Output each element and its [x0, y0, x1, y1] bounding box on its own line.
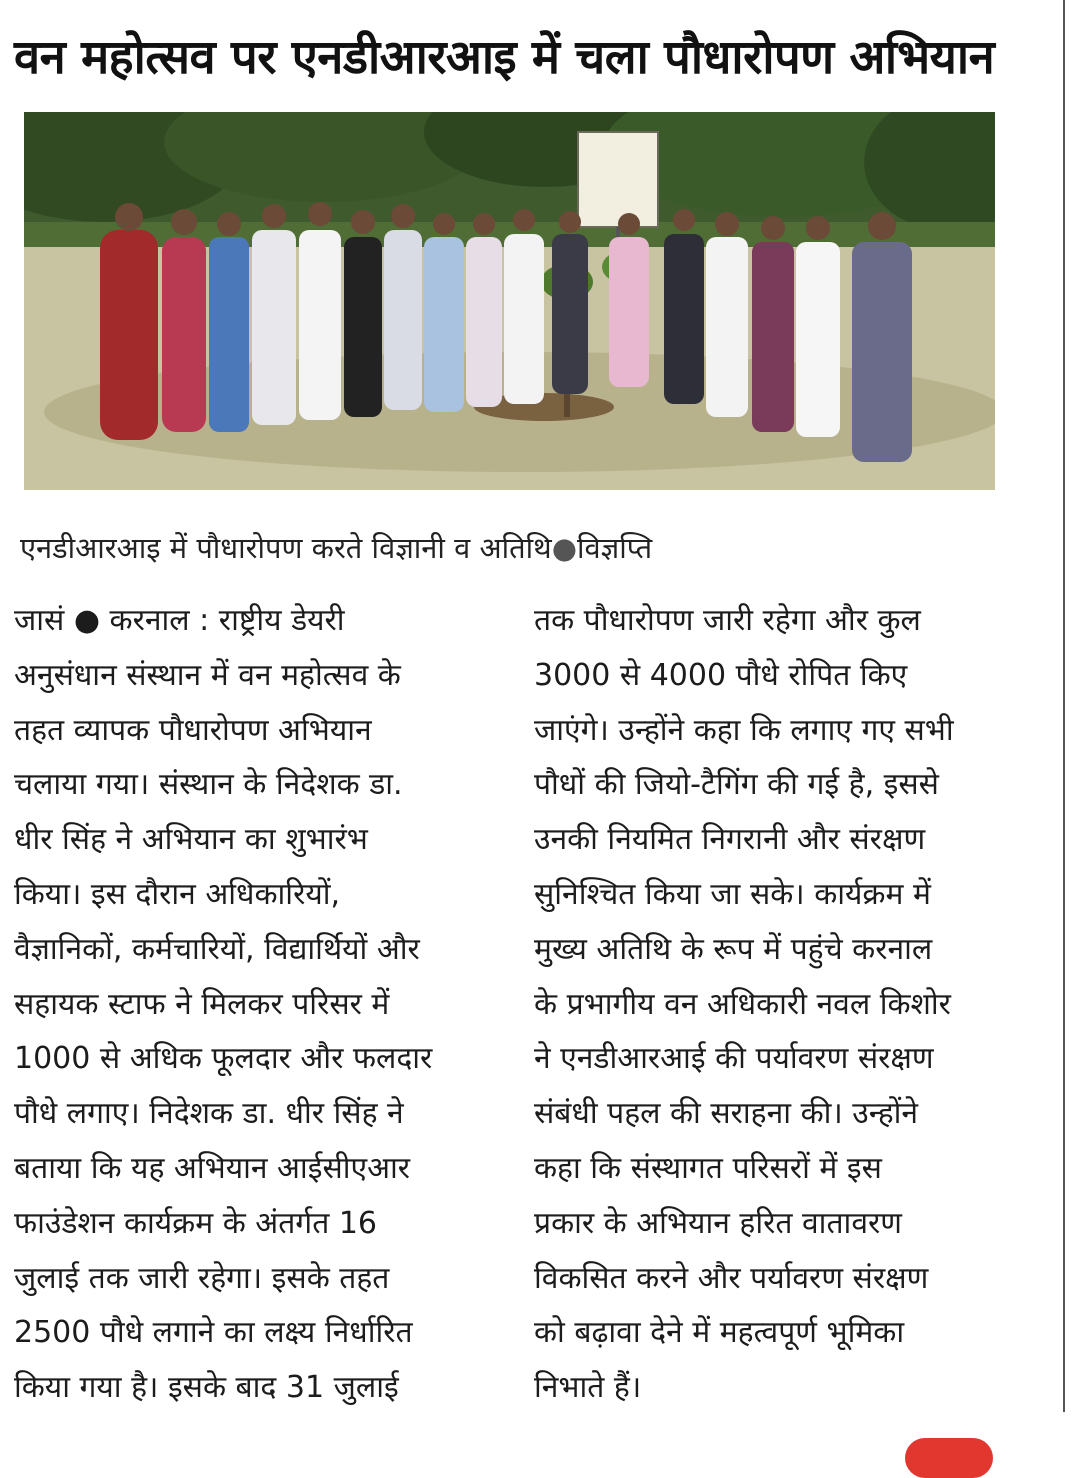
page-divider [1063, 0, 1065, 1412]
article-line: सहायक स्टाफ ने मिलकर परिसर में [14, 986, 390, 1022]
article-line: जासं ● करनाल : राष्ट्रीय डेयरी [14, 603, 345, 638]
caption-separator: ● [551, 531, 578, 565]
article-line: संबंधी पहल की सराहना की। उन्होंने [534, 1096, 919, 1132]
article-line: कहा कि संस्थागत परिसरों में इस [534, 1150, 882, 1186]
headline: वन महोत्सव पर एनडीआरआइ में चला पौधारोपण अभियान [14, 30, 995, 85]
photo-caption [20, 526, 1020, 570]
caption-text: एनडीआरआइ में पौधारोपण करते विज्ञानी व अतिथि [20, 531, 552, 565]
article-line: बताया कि यह अभियान आईसीएआर [14, 1150, 411, 1186]
article-line: तहत व्यापक पौधारोपण अभियान [14, 712, 372, 748]
article-line: वैज्ञानिकों, कर्मचारियों, विद्यार्थियों और [14, 931, 420, 967]
article-line: 1000 से अधिक फूलदार और फलदार [14, 1041, 433, 1077]
article-line: धीर सिंह ने अभियान का शुभारंभ [14, 822, 368, 858]
article-line: उनकी नियमित निगरानी और संरक्षण [534, 822, 926, 858]
article-line: सुनिश्चित किया जा सके। कार्यक्रम में [534, 876, 931, 912]
article-line: जुलाई तक जारी रहेगा। इसके तहत [14, 1260, 390, 1296]
article-line: चलाया गया। संस्थान के निदेशक डा. [14, 767, 403, 803]
article-line: अनुसंधान संस्थान में वन महोत्सव के [14, 657, 401, 693]
article-line: पौधों की जियो-टैगिंग की गई है, इससे [534, 767, 939, 803]
article-line: विकसित करने और पर्यावरण संरक्षण [534, 1260, 929, 1296]
article-line: 3000 से 4000 पौधे रोपित किए [534, 657, 908, 693]
news-photo [24, 112, 995, 490]
article-line: मुख्य अतिथि के रूप में पहुंचे करनाल [534, 931, 933, 967]
article-line: को बढ़ावा देने में महत्वपूर्ण भूमिका [534, 1315, 905, 1351]
caption-credit: विज्ञप्ति [577, 531, 653, 565]
article-line: 2500 पौधे लगाने का लक्ष्य निर्धारित [14, 1315, 413, 1351]
article-line: किया गया है। इसके बाद 31 जुलाई [14, 1370, 399, 1406]
group-photo-illustration [24, 112, 995, 490]
article-line: निभाते हैं। [534, 1370, 642, 1406]
article-line: ने एनडीआरआई की पर्यावरण संरक्षण [534, 1041, 934, 1077]
article-line: पौधे लगाए। निदेशक डा. धीर सिंह ने [14, 1096, 404, 1132]
article-column-right [534, 594, 1014, 1416]
article-column-left [14, 594, 504, 1416]
article-line: किया। इस दौरान अधिकारियों, [14, 876, 341, 912]
article-line: प्रकार के अभियान हरित वातावरण [534, 1205, 902, 1241]
article-line: तक पौधारोपण जारी रहेगा और कुल [534, 603, 921, 638]
corner-color-mark [905, 1438, 993, 1478]
article-line: के प्रभागीय वन अधिकारी नवल किशोर [534, 986, 951, 1022]
article-line: फाउंडेशन कार्यक्रम के अंतर्गत 16 [14, 1205, 377, 1241]
article-line: जाएंगे। उन्होंने कहा कि लगाए गए सभी [534, 712, 954, 748]
